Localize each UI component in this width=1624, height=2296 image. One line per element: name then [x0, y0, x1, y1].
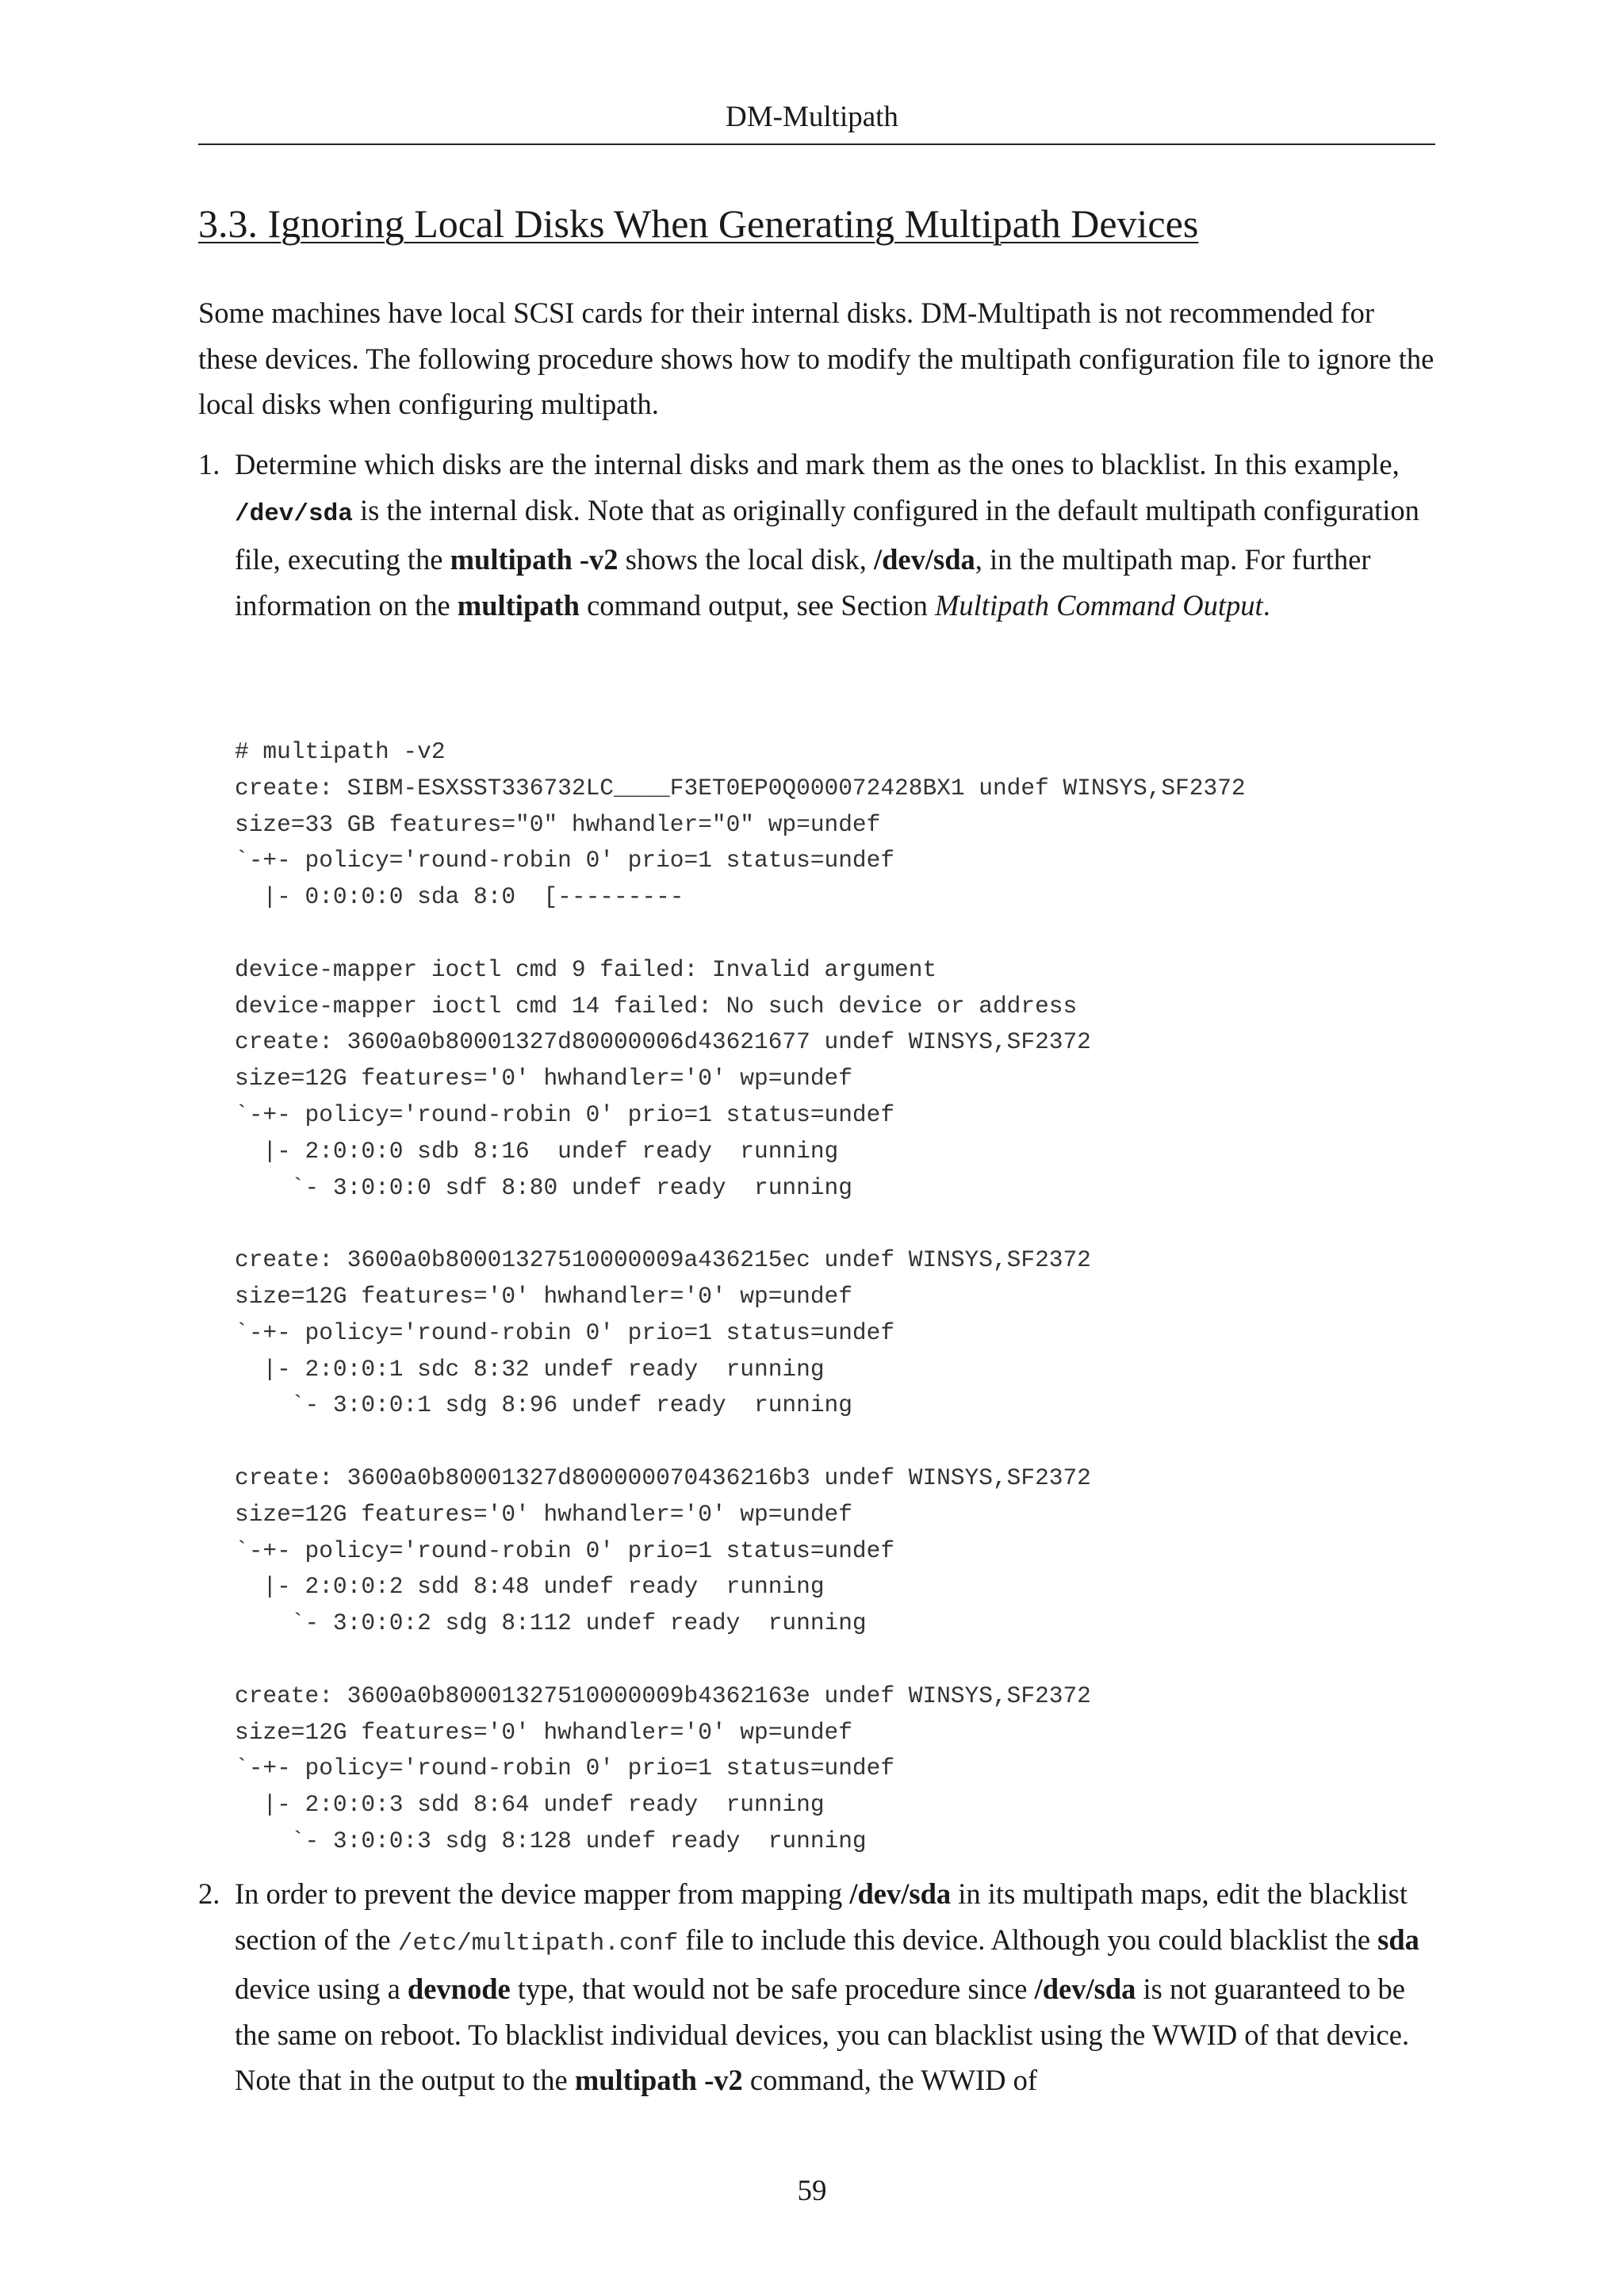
page-number: 59	[797, 2175, 827, 2207]
step-2-text-part: in its multipath maps, edit the blacklist section of the	[235, 1877, 1408, 1956]
bold-command-multipath: multipath	[457, 588, 580, 622]
section-title: 3.3. Ignoring Local Disks When Generating Multipath Devices	[198, 201, 1199, 246]
bold-dev-sda: /dev/sda	[1034, 1973, 1136, 2005]
section-reference-link[interactable]: Multipath Command Output	[935, 588, 1263, 622]
step-1-number: 1.	[198, 448, 220, 480]
step-2-text-part: command, the WWID of	[742, 2064, 1038, 2096]
step-1-text-part: is the internal disk. Note that as originally configured in the default multipath configuration file, executing the	[235, 493, 1419, 576]
step-1-text-part: , in the multipath map. For further information on the	[235, 543, 1371, 622]
inline-code-multipath-conf: /etc/multipath.conf	[397, 1929, 679, 1957]
bold-dev-sda: /dev/sda	[873, 543, 975, 576]
bold-command-multipath-v2: multipath -v2	[450, 543, 619, 576]
step-1-text	[235, 442, 1435, 628]
header-rule	[198, 144, 1435, 145]
step-2-text-part: file to include this device. Although you could blacklist the	[678, 1923, 1378, 1956]
intro-paragraph: Some machines have local SCSI cards for their internal disks. DM-Multipath is not recommended for these devices. The following procedure shows how to modify the multipath configuration file to ignore the local disks when configuring multipath.	[198, 297, 1434, 420]
bold-sda: sda	[1377, 1923, 1419, 1956]
step-2-text-part: is not guaranteed to be the same on reboot. To blacklist individual devices, you can blacklist using the WWID of that device. Note that in the output to the	[235, 1973, 1410, 2096]
bold-command-multipath-v2: multipath -v2	[574, 2064, 743, 2096]
step-2-text	[235, 1871, 1435, 2103]
step-2-text-part: In order to prevent the device mapper from mapping	[235, 1877, 850, 1910]
step-1	[198, 442, 1435, 628]
step-2	[198, 1871, 1435, 2103]
running-header: DM-Multipath	[726, 101, 898, 133]
step-1-text-part: .	[1262, 588, 1270, 622]
step-1-text-part: Determine which disks are the internal disks and mark them as the ones to blacklist. In this example,	[235, 448, 1400, 480]
bold-dev-sda: /dev/sda	[849, 1877, 952, 1910]
step-2-text-part: device using a	[235, 1973, 408, 2005]
inline-code-dev-sda: /dev/sda	[235, 499, 353, 528]
step-2-number: 2.	[198, 1877, 220, 1910]
bold-devnode: devnode	[407, 1973, 511, 2005]
step-1-text-part: shows the local disk,	[618, 543, 874, 576]
step-1-text-part: command output, see Section	[579, 588, 936, 622]
code-block-multipath-output: # multipath -v2 create: SIBM-ESXSST336732LC____F3ET0EP0Q000072428BX1 undef WINSYS,SF2372 size=33 GB features="0" hwhandler="0" wp=undef `-+- policy='round-robin 0' prio=1 status=undef |- 0:0:0:0 sda 8:0 [--------- device-mapper ioctl cmd 9 failed: Invalid argument device-mapper ioctl cmd 14 failed: No such device or address create: 3600a0b80001327d80000006d43621677 undef WINSYS,SF2372 size=12G features='0' hwhandler='0' wp=undef `-+- policy='round-robin 0' prio=1 status=undef |- 2:0:0:0 sdb 8:16 undef ready running `- 3:0:0:0 sdf 8:80 undef ready running create: 3600a0b80001327510000009a436215ec undef WINSYS,SF2372 size=12G features='0' hwhandler='0' wp=undef `-+- policy='round-robin 0' prio=1 status=undef |- 2:0:0:1 sdc 8:32 undef ready running `- 3:0:0:1 sdg 8:96 undef ready running create: 3600a0b80001327d800000070436216b3 undef WINSYS,SF2372 size=12G features='0' hwhandler='0' wp=undef `-+- policy='round-robin 0' prio=1 status=undef |- 2:0:0:2 sdd 8:48 undef ready running `- 3:0:0:2 sdg 8:112 undef ready running create: 3600a0b80001327510000009b4362163e undef WINSYS,SF2372 size=12G features='0' hwhandler='0' wp=undef `-+- policy='round-robin 0' prio=1 status=undef |- 2:0:0:3 sdd 8:64 undef ready running `- 3:0:0:3 sdg 8:128 undef ready running	[235, 738, 1246, 1854]
step-2-text-part: type, that would not be safe procedure since	[510, 1973, 1035, 2005]
